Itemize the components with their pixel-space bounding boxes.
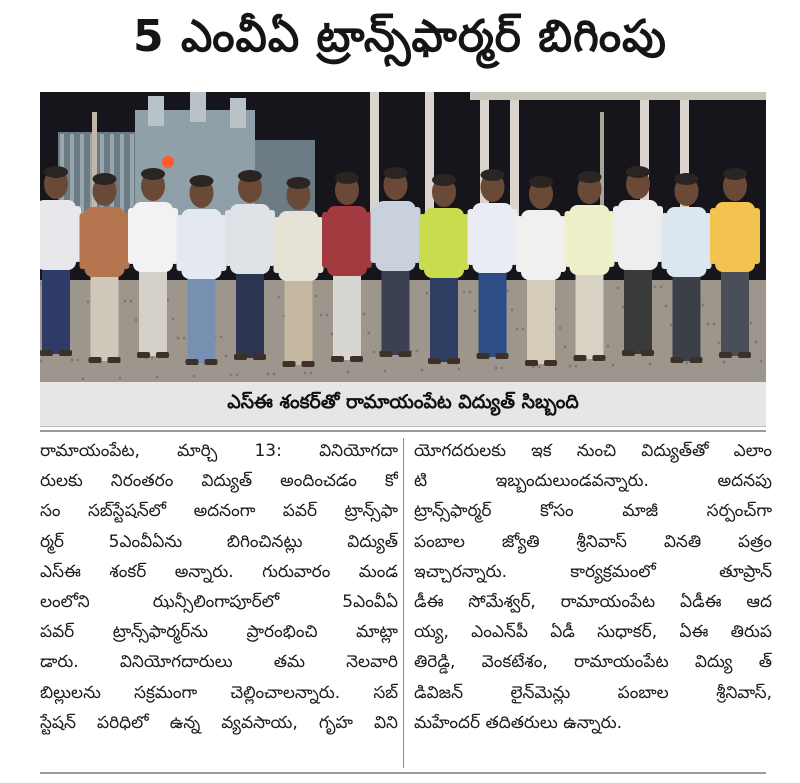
article-line: పవర్ ట్రాన్స్‌ఫార్మర్‌ను ప్రారంభించి మాట్లా	[40, 622, 398, 643]
person-shoe	[671, 357, 684, 363]
person-shoe	[574, 355, 587, 361]
article-line: ట్రాన్స్‌ఫార్మర్ కోసం మాజీ సర్పంచ్‌గా	[414, 501, 772, 522]
person-shoe	[186, 359, 199, 365]
gravel-stone	[760, 360, 763, 363]
person-trousers	[333, 268, 361, 360]
person-shirt	[521, 210, 561, 280]
person-shoe	[477, 353, 490, 359]
gravel-stone	[236, 374, 239, 377]
person-shoe	[302, 361, 315, 367]
person-trousers	[673, 269, 701, 361]
article-line: డివిజన్ లైన్‌మెన్లు పంబాల శ్రీనివాస్,	[414, 682, 772, 703]
gravel-stone	[167, 299, 170, 302]
person-shoe	[331, 356, 344, 362]
gravel-stone	[177, 337, 180, 340]
gravel-stone	[87, 301, 90, 304]
article-line: య్య, ఎంఎన్‌పీ ఏడీ సుధాకర్, ఏఈ తిరుప	[414, 622, 772, 643]
person-trousers	[721, 264, 749, 356]
gravel-stone	[119, 377, 122, 380]
news-photo	[40, 92, 766, 382]
gravel-stone	[320, 314, 323, 317]
gravel-stone	[501, 367, 504, 370]
person-shoe	[593, 355, 606, 361]
gravel-stone	[463, 291, 466, 294]
person-shoe	[738, 352, 751, 358]
person-trousers	[42, 262, 70, 354]
gravel-stone	[654, 286, 657, 289]
gravel-stone	[326, 314, 329, 317]
article-line: స్టేషన్ పరిధిలో ఉన్న వ్యవసాయ, గృహ విని	[40, 712, 398, 733]
person-trousers	[382, 263, 410, 355]
person-shoe	[496, 353, 509, 359]
gravel-stone	[723, 361, 726, 364]
gravel-stone	[130, 300, 133, 303]
person-hair	[481, 169, 505, 181]
gravel-stone	[82, 378, 85, 381]
gravel-stone	[156, 376, 159, 379]
gravel-stone	[665, 305, 668, 308]
gravel-stone	[373, 351, 376, 354]
gravel-stone	[416, 350, 419, 353]
photo-scene	[40, 92, 766, 382]
person-trousers	[479, 265, 507, 357]
person-trousers	[236, 266, 264, 358]
gravel-stone	[421, 369, 424, 372]
gravel-stone	[458, 368, 461, 371]
person-shoe	[234, 354, 247, 360]
person-arm	[419, 214, 426, 270]
person-hair	[335, 172, 359, 184]
gravel-stone	[304, 372, 307, 375]
gravel-stone	[660, 286, 663, 289]
headline: 5 ఎంవీఏ ట్రాన్స్‌ఫార్మర్ బిగింపు	[133, 11, 667, 62]
person-hair	[44, 166, 68, 178]
person-trousers	[576, 267, 604, 359]
gravel-stone	[559, 327, 562, 330]
person-arm	[274, 217, 281, 273]
article-line: రామాయంపేట, మార్చి 13: వినియోగదా	[40, 441, 398, 461]
gravel-stone	[151, 357, 154, 360]
concrete-pole	[92, 112, 97, 222]
person-shoe	[399, 351, 412, 357]
person-shirt	[40, 200, 76, 270]
person-hair	[578, 171, 602, 183]
gravel-stone	[538, 366, 541, 369]
article-line: మహేందర్ తదితరులు ఉన్నారు.	[414, 712, 623, 733]
person-shoe	[690, 357, 703, 363]
person-trousers	[91, 269, 119, 361]
person-shoe	[447, 358, 460, 364]
article-line: ర్మర్ 5ఎంవీఏను బిగించినట్లు విద్యుత్	[40, 531, 398, 552]
gravel-stone	[77, 359, 80, 362]
gravel-stone	[172, 318, 175, 321]
article-line: బిల్లులను సక్రమంగా చెల్లించాలన్నారు. సబ్	[40, 682, 398, 703]
person-arm	[613, 206, 620, 262]
article-column-right	[414, 436, 772, 738]
person-hair	[675, 173, 699, 185]
person-hair	[626, 166, 650, 178]
person-shoe	[283, 361, 296, 367]
person-hair	[723, 168, 747, 180]
person-arm	[662, 213, 669, 269]
person-arm	[371, 207, 378, 263]
article-line: తిరెడ్డి, వెంకటేశం, రామాయంపేట విద్యు త్	[414, 652, 772, 673]
gravel-stone	[718, 342, 721, 345]
person-shirt	[182, 209, 222, 279]
article-line: డారు. వినియోగదారులు తమ నెలవారి	[40, 652, 398, 673]
photo-caption: ఎస్ఈ శంకర్‌తో రామాయంపేట విద్యుత్ సిబ్బంది	[227, 390, 579, 413]
photo-caption-bar	[40, 382, 766, 427]
person-shoe	[622, 350, 635, 356]
article-line: లంలోని ఝన్సీలింగాపూర్‌లో 5ఎంవీఏ	[40, 592, 398, 613]
person-shoe	[137, 352, 150, 358]
gravel-stone	[230, 374, 233, 377]
gravel-stone	[686, 362, 689, 365]
gantry-beam	[470, 92, 766, 100]
person-hair	[384, 167, 408, 179]
person-arm	[128, 208, 135, 264]
person-hair	[238, 170, 262, 182]
person-hair	[529, 176, 553, 188]
person-shirt	[618, 200, 658, 270]
person-shoe	[380, 351, 393, 357]
person-shoe	[40, 350, 53, 356]
person-trousers	[624, 262, 652, 354]
person-arm	[80, 213, 87, 269]
person-trousers	[285, 273, 313, 365]
person-shoe	[59, 350, 72, 356]
person-shoe	[253, 354, 266, 360]
article-line: రులకు నిరంతరం విద్యుత్ అందించడం కో	[40, 471, 398, 492]
gravel-stone	[135, 319, 138, 322]
person-shirt	[570, 205, 610, 275]
gravel-stone	[522, 328, 525, 331]
person-hair	[287, 177, 311, 189]
person-trousers	[430, 270, 458, 362]
gravel-stone	[273, 373, 276, 376]
bushing	[190, 92, 206, 122]
person-trousers	[527, 272, 555, 364]
divider	[40, 430, 766, 432]
gravel-stone	[612, 364, 615, 367]
article-column-left	[40, 436, 398, 738]
gravel-stone	[124, 300, 127, 303]
gravel-stone	[363, 313, 366, 316]
gravel-stone	[750, 322, 753, 325]
gravel-stone	[225, 355, 228, 358]
person-hair	[190, 175, 214, 187]
gravel-stone	[575, 365, 578, 368]
gravel-stone	[310, 372, 313, 375]
person-shoe	[108, 357, 121, 363]
person-arm	[468, 209, 475, 265]
gravel-stone	[368, 332, 371, 335]
person-arm	[516, 216, 523, 272]
person-arm	[322, 212, 329, 268]
person-shirt	[376, 201, 416, 271]
person-shoe	[205, 359, 218, 365]
gravel-stone	[564, 346, 567, 349]
gravel-stone	[702, 304, 705, 307]
gravel-stone	[267, 373, 270, 376]
article-line: ఎస్ఈ శంకర్ అన్నారు. గురువారం మండ	[40, 561, 398, 582]
gravel-stone	[193, 375, 196, 378]
person-shirt	[715, 202, 755, 272]
bushing	[148, 96, 164, 126]
gravel-stone	[315, 295, 318, 298]
person-shoe	[544, 360, 557, 366]
indicator-light	[162, 156, 174, 168]
gravel-stone	[71, 359, 74, 362]
gravel-stone	[384, 370, 387, 373]
person-shoe	[350, 356, 363, 362]
person-shirt	[279, 211, 319, 281]
article-line: యోగదరులకు ఇక నుంచి విద్యుత్‌తో ఎలాం	[414, 441, 772, 461]
person-shirt	[667, 207, 707, 277]
gravel-stone	[426, 292, 429, 295]
person-shoe	[525, 360, 538, 366]
gravel-stone	[183, 337, 186, 340]
gravel-stone	[713, 323, 716, 326]
person-shirt	[424, 208, 464, 278]
gravel-stone	[331, 333, 334, 336]
person-trousers	[188, 271, 216, 363]
person-shirt	[85, 207, 125, 277]
divider	[40, 772, 766, 774]
person-hair	[93, 173, 117, 185]
person-hair	[141, 168, 165, 180]
article-line: ఇచ్చారన్నారు. కార్యక్రమంలో తూప్రాన్	[414, 561, 772, 582]
article-line: టి ఇబ్బందులుండవన్నారు. అదనపు	[414, 471, 772, 492]
person-shoe	[641, 350, 654, 356]
gravel-stone	[622, 306, 625, 309]
article-line: డీఈ సోమేశ్వర్, రామాయంపేట ఏడీఈ ఆద	[414, 592, 772, 613]
article-line: సం సబ్‌స్టేషన్‌లో అదనంగా పవర్ ట్రాన్స్‌ఫా	[40, 501, 398, 522]
gravel-stone	[532, 366, 535, 369]
article-line: పంబాల జ్యోతి శ్రీనివాస్ వినతి పత్రం	[414, 531, 772, 552]
column-rule	[403, 438, 404, 768]
gravel-stone	[755, 341, 758, 344]
gravel-stone	[617, 287, 620, 290]
gravel-stone	[278, 296, 281, 299]
person-hair	[432, 174, 456, 186]
person-shirt	[133, 202, 173, 272]
person-arm	[225, 210, 232, 266]
gravel-stone	[220, 336, 223, 339]
gravel-stone	[347, 371, 350, 374]
gravel-stone	[707, 323, 710, 326]
person-shoe	[89, 357, 102, 363]
person-trousers	[139, 264, 167, 356]
person-shirt	[327, 206, 367, 276]
bushing	[230, 98, 246, 128]
gravel-stone	[511, 309, 514, 312]
gravel-stone	[649, 363, 652, 366]
gravel-stone	[607, 345, 610, 348]
gravel-stone	[495, 367, 498, 370]
person-shoe	[156, 352, 169, 358]
person-arm	[177, 215, 184, 271]
person-arm	[565, 211, 572, 267]
gravel-stone	[670, 324, 673, 327]
person-arm	[753, 208, 760, 264]
gravel-stone	[569, 365, 572, 368]
person-shirt	[230, 204, 270, 274]
gravel-stone	[469, 291, 472, 294]
person-shirt	[473, 203, 513, 273]
person-shoe	[428, 358, 441, 364]
person-shoe	[719, 352, 732, 358]
gravel-stone	[474, 310, 477, 313]
person-arm	[710, 208, 717, 264]
gravel-stone	[516, 328, 519, 331]
